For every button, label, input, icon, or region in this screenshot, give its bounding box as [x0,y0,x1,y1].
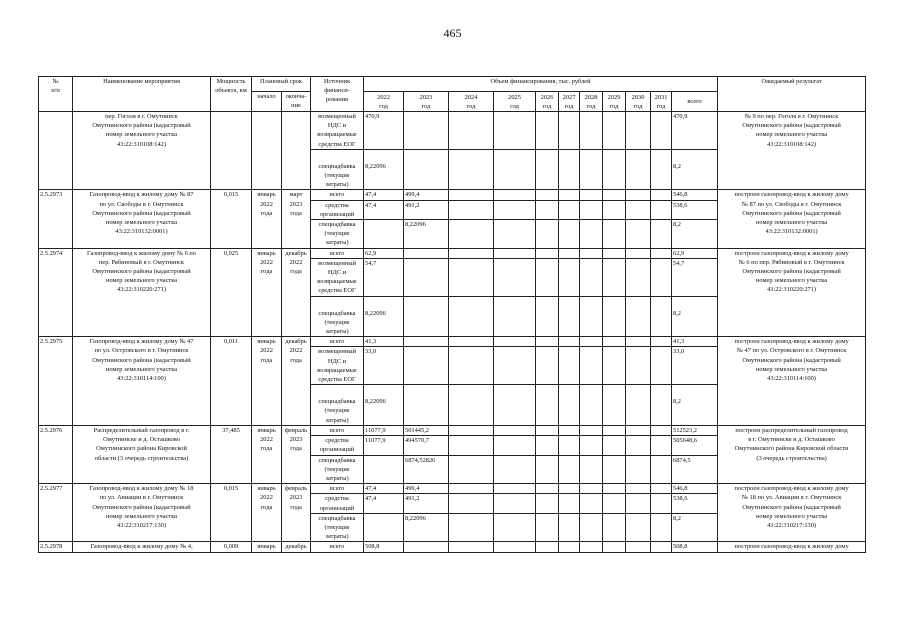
row-capacity: 37,485 [211,425,252,483]
value-2023 [404,112,449,150]
value-2026 [536,296,559,337]
value-2029 [603,112,626,150]
value-2027 [559,149,580,190]
row-number: 2.5.2974 [39,248,73,337]
value-2027 [559,248,580,258]
value-2022: 47,4 [364,484,404,494]
value-2029 [603,296,626,337]
value-2025 [494,494,536,513]
row-source: средства организаций [311,436,364,455]
header-year: 2025 год [494,92,536,112]
value-total: 538,6 [672,200,718,219]
value-2031 [651,542,672,552]
row-start: январь 2022 года [252,190,282,248]
value-2029 [603,220,626,249]
value-2022 [364,513,404,542]
value-2026 [536,542,559,552]
header-year: 2023 год [404,92,449,112]
table-row [39,112,866,150]
row-start [252,112,282,190]
value-2026 [536,200,559,219]
value-2028 [580,484,603,494]
value-2023 [404,347,449,385]
value-2029 [603,436,626,455]
value-2028 [580,425,603,435]
value-2023 [404,542,449,552]
row-start: январь 2022 года [252,248,282,337]
value-2024 [449,436,494,455]
header-year: 2029 год [603,92,626,112]
value-2029 [603,542,626,552]
header-year: 2031 год [651,92,672,112]
row-source: всего [311,190,364,200]
value-2025 [494,542,536,552]
value-2024 [449,200,494,219]
value-2023 [404,385,449,426]
value-2023 [404,258,449,296]
row-source: спецнадбавка (текущие затраты) [311,296,364,337]
header-name: Наименование мероприятия [73,77,211,112]
table-row [39,425,866,435]
value-2030 [626,248,651,258]
value-2025 [494,258,536,296]
value-2026 [536,248,559,258]
value-2025 [494,149,536,190]
value-2030 [626,436,651,455]
row-start: январь 2022 года [252,337,282,426]
value-2025 [494,385,536,426]
value-total: 33,0 [672,347,718,385]
value-2026 [536,484,559,494]
value-2031 [651,248,672,258]
row-capacity: 0,015 [211,190,252,248]
value-2028 [580,220,603,249]
value-2028 [580,513,603,542]
value-2030 [626,258,651,296]
value-2025 [494,425,536,435]
row-source: спецнадбавка (текущие затраты) [311,385,364,426]
value-2026 [536,385,559,426]
row-number: 2.5.2976 [39,425,73,483]
value-2031 [651,149,672,190]
value-2031 [651,484,672,494]
value-2031 [651,112,672,150]
row-source: спецнадбавка (текущие затраты) [311,513,364,542]
value-total: 41,3 [672,337,718,347]
row-result: построен газопровод-ввод к жилому дому № 87 по ул. Свободы в г. Омутнинск Омутнинского района (кадастровый номер земельного участка 43:22:310132:0001) [718,190,866,248]
value-2022: 47,4 [364,200,404,219]
value-2029 [603,258,626,296]
value-2022: 62,9 [364,248,404,258]
value-2030 [626,149,651,190]
value-2030 [626,190,651,200]
value-2022 [364,455,404,484]
row-source: всего [311,542,364,552]
value-2027 [559,425,580,435]
header-start: начало [252,92,282,112]
header-year: 2022 год [364,92,404,112]
value-total: 546,8 [672,190,718,200]
value-2024 [449,513,494,542]
value-2022: 470,9 [364,112,404,150]
value-2025 [494,484,536,494]
value-2022: 47,4 [364,190,404,200]
value-2029 [603,513,626,542]
value-2030 [626,385,651,426]
value-2022: 11077,9 [364,436,404,455]
row-source: средства организаций [311,200,364,219]
value-2025 [494,112,536,150]
value-2023: 8,22096 [404,220,449,249]
value-2027 [559,513,580,542]
header-capacity: Мощность объекта, км [211,77,252,112]
value-2025 [494,455,536,484]
table-row [39,484,866,494]
value-2025 [494,248,536,258]
value-2022: 8,22096 [364,385,404,426]
value-2026 [536,513,559,542]
row-capacity: 0,009 [211,542,252,552]
value-total: 62,9 [672,248,718,258]
value-total: 8,2 [672,149,718,190]
row-name: Распределительный газопровод в г. Омутнинске и д. Осташково Омутнинского района Кировской области (3 очередь строительства) [73,425,211,483]
row-end: февраль 2023 года [282,484,311,542]
table-row [39,248,866,258]
value-2022: 8,22096 [364,149,404,190]
value-2023 [404,337,449,347]
value-2022: 8,22096 [364,296,404,337]
row-result: построен газопровод-ввод к жилому дому [718,542,866,552]
value-total: 512523,2 [672,425,718,435]
value-2029 [603,425,626,435]
row-start: январь 2022 года [252,484,282,542]
row-number: 2.5.2977 [39,484,73,542]
value-2024 [449,347,494,385]
value-2024 [449,258,494,296]
value-2031 [651,425,672,435]
value-2031 [651,494,672,513]
row-result: построен газопровод-ввод к жилому дому № 47 по ул. Островского в г. Омутнинск Омутнинского района (кадастровый номер земельного участка 43:22:310114:100) [718,337,866,426]
value-2031 [651,190,672,200]
value-2029 [603,200,626,219]
row-name: Газопровод-ввод к жилому дому № 87 по ул. Свободы в г. Омутнинск Омутнинского района (кадастровый номер земельного участка 43:22:310132:0001) [73,190,211,248]
value-2023: 6874,52826 [404,455,449,484]
value-2023: 501445,2 [404,425,449,435]
value-2024 [449,190,494,200]
header-result: Ожидаемый результат [718,77,866,112]
row-capacity: 0,011 [211,337,252,426]
row-capacity: 0,025 [211,248,252,337]
value-2029 [603,248,626,258]
value-2030 [626,112,651,150]
value-2030 [626,347,651,385]
row-source: возмещенный НДС и возвращаемые средства ЕОГ [311,347,364,385]
value-2025 [494,296,536,337]
value-2028 [580,347,603,385]
value-2030 [626,542,651,552]
value-2030 [626,455,651,484]
value-2027 [559,296,580,337]
value-2022: 41,3 [364,337,404,347]
value-2028 [580,112,603,150]
value-2028 [580,385,603,426]
value-2027 [559,385,580,426]
value-2026 [536,258,559,296]
value-2030 [626,513,651,542]
value-2028 [580,258,603,296]
value-2027 [559,436,580,455]
value-2024 [449,425,494,435]
value-2024 [449,385,494,426]
value-2028 [580,190,603,200]
value-total: 538,6 [672,494,718,513]
value-2030 [626,337,651,347]
value-2031 [651,296,672,337]
value-2026 [536,337,559,347]
value-2026 [536,494,559,513]
row-capacity [211,112,252,190]
table-row [39,542,866,552]
row-end [282,112,311,190]
row-name: Газопровод-ввод к жилому дому № 6 по пер. Рябиновый в г. Омутнинск Омутнинского района (кадастровый номер земельного участка 43:22:310220:271) [73,248,211,337]
header-year: 2024 год [449,92,494,112]
value-2030 [626,296,651,337]
row-source: возмещенный НДС и возвращаемые средства ЕОГ [311,258,364,296]
row-source: спецнадбавка (текущие затраты) [311,455,364,484]
value-2025 [494,190,536,200]
value-2029 [603,484,626,494]
row-capacity: 0,015 [211,484,252,542]
value-2024 [449,112,494,150]
value-2026 [536,425,559,435]
value-2031 [651,455,672,484]
row-result: построен распределительный газопровод в г. Омутнинске и д. Осташково Омутнинского района Кировской области (3 очередь строительства) [718,425,866,483]
value-2030 [626,494,651,513]
row-source: возмещенный НДС и возвращаемые средства ЕОГ [311,112,364,150]
value-2027 [559,484,580,494]
value-2030 [626,484,651,494]
value-2031 [651,337,672,347]
row-result: построен газопровод-ввод к жилому дому № 6 по пер. Рябиновый в г. Омутнинск Омутнинского района (кадастровый номер земельного участка 43:22:310220:271) [718,248,866,337]
header-source: Источник финанси- рования [311,77,364,112]
table-header [39,77,866,112]
row-result: построен газопровод-ввод к жилому дому № 18 по ул. Авиации в г. Омутнинск Омутнинского района (кадастровый номер земельного участка 43:22:310217:130) [718,484,866,542]
header-year: 2030 год [626,92,651,112]
value-2029 [603,149,626,190]
header-num: № п/п [39,77,73,112]
value-2030 [626,220,651,249]
value-2031 [651,347,672,385]
value-2023: 499,4 [404,484,449,494]
row-source: средства организаций [311,494,364,513]
value-2026 [536,112,559,150]
value-2031 [651,200,672,219]
value-2023 [404,296,449,337]
row-number: 2.5.2975 [39,337,73,426]
value-2026 [536,455,559,484]
value-2027 [559,347,580,385]
value-2024 [449,484,494,494]
value-2029 [603,455,626,484]
value-total: 8,2 [672,513,718,542]
row-number: 2.5.2973 [39,190,73,248]
value-2031 [651,436,672,455]
value-2025 [494,347,536,385]
row-end: декабрь 2022 года [282,337,311,426]
value-2027 [559,190,580,200]
value-2024 [449,455,494,484]
value-2031 [651,385,672,426]
value-2023: 494570,7 [404,436,449,455]
row-source: всего [311,484,364,494]
value-2027 [559,542,580,552]
value-2024 [449,296,494,337]
value-2031 [651,258,672,296]
value-2028 [580,296,603,337]
value-2024 [449,149,494,190]
row-number: 2.5.2978 [39,542,73,552]
value-2024 [449,494,494,513]
value-2029 [603,494,626,513]
value-2023 [404,149,449,190]
value-2023: 491,2 [404,200,449,219]
row-end: март 2023 года [282,190,311,248]
value-2027 [559,455,580,484]
row-name: Газопровод-ввод к жилому дому № 47 по ул. Островского в г. Омутнинск Омутнинского района (кадастровый номер земельного участка 43:22:310114:100) [73,337,211,426]
header-term: Плановый срок [252,77,311,92]
value-2023: 8,22096 [404,513,449,542]
value-2026 [536,149,559,190]
value-total: 54,7 [672,258,718,296]
value-2025 [494,513,536,542]
financing-table [38,76,866,553]
value-2029 [603,385,626,426]
value-total: 470,9 [672,112,718,150]
value-2026 [536,347,559,385]
page-number: 465 [443,26,462,40]
value-2031 [651,513,672,542]
row-start: январь 2022 года [252,425,282,483]
header-year: 2028 год [580,92,603,112]
value-total: 505648,6 [672,436,718,455]
row-end: декабрь [282,542,311,552]
value-2029 [603,347,626,385]
row-source: спецнадбавка (текущие затраты) [311,149,364,190]
value-2027 [559,220,580,249]
value-2031 [651,220,672,249]
row-name: пер. Гоголя в г. Омутнинск Омутнинского района (кадастровый номер земельного участка 43:22:310108:142) [73,112,211,190]
value-total: 508,8 [672,542,718,552]
row-source: всего [311,248,364,258]
value-2027 [559,258,580,296]
value-2028 [580,542,603,552]
value-2029 [603,337,626,347]
value-total: 8,2 [672,296,718,337]
row-name: Газопровод-ввод к жилому дому № 4, [73,542,211,552]
value-2029 [603,190,626,200]
value-total: 6874,5 [672,455,718,484]
value-total: 8,2 [672,385,718,426]
value-2027 [559,200,580,219]
value-2022: 33,0 [364,347,404,385]
value-2025 [494,220,536,249]
value-2028 [580,494,603,513]
value-2023: 491,2 [404,494,449,513]
row-end: декабрь 2022 года [282,248,311,337]
table-row [39,190,866,200]
value-2023 [404,248,449,258]
row-start: январь [252,542,282,552]
value-2024 [449,248,494,258]
row-end: февраль 2023 года [282,425,311,483]
value-2022: 11077,9 [364,425,404,435]
value-2028 [580,337,603,347]
value-2030 [626,200,651,219]
value-2026 [536,436,559,455]
table-body [39,112,866,553]
value-2027 [559,494,580,513]
value-2026 [536,190,559,200]
header-end: оконча- ние [282,92,311,112]
value-2027 [559,112,580,150]
value-2030 [626,425,651,435]
value-2027 [559,337,580,347]
header-year: 2027 год [559,92,580,112]
table-row [39,337,866,347]
header-year-total: всего [672,92,718,112]
value-total: 8,2 [672,220,718,249]
value-2022: 47,4 [364,494,404,513]
row-number [39,112,73,190]
value-2028 [580,455,603,484]
row-source: всего [311,425,364,435]
value-2023: 499,4 [404,190,449,200]
value-2022: 54,7 [364,258,404,296]
row-source: всего [311,337,364,347]
row-source: спецнадбавка (текущие затраты) [311,220,364,249]
header-year: 2026 год [536,92,559,112]
row-result: № 9 по пер. Гоголя в г. Омутнинск Омутнинского района (кадастровый номер земельного участка 43:22:310108:142) [718,112,866,190]
value-2024 [449,337,494,347]
value-2024 [449,220,494,249]
value-2028 [580,149,603,190]
row-name: Газопровод-ввод к жилому дому № 18 по ул. Авиации в г. Омутнинск Омутнинского района (кадастровый номер земельного участка 43:22:310217:130) [73,484,211,542]
value-2025 [494,436,536,455]
value-2026 [536,220,559,249]
value-2025 [494,200,536,219]
value-2028 [580,248,603,258]
value-2028 [580,436,603,455]
value-2022 [364,220,404,249]
value-2028 [580,200,603,219]
value-2024 [449,542,494,552]
value-2025 [494,337,536,347]
header-volume: Объем финансирования, тыс. рублей [364,77,718,92]
value-2022: 508,8 [364,542,404,552]
value-total: 546,8 [672,484,718,494]
